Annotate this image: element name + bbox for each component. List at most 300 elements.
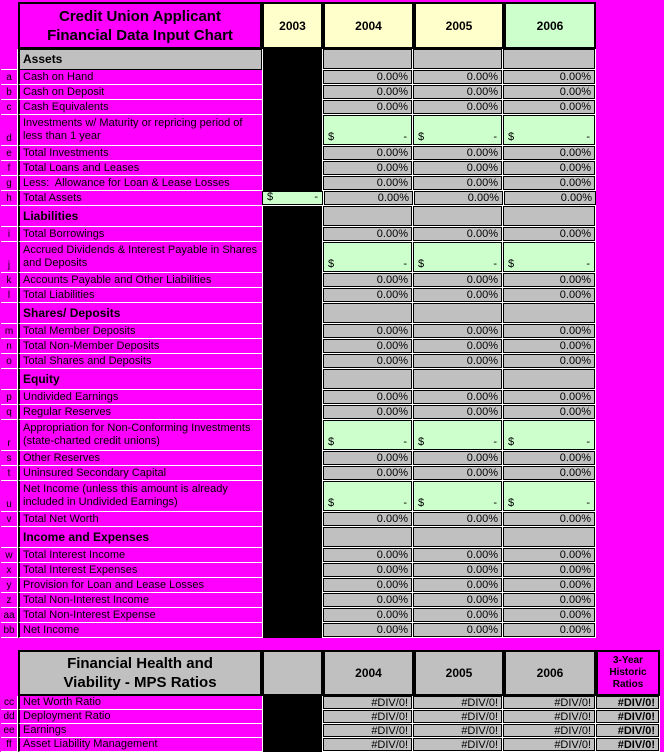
- cell-2005-input[interactable]: [413, 115, 502, 145]
- row-letter: ff: [1, 738, 18, 752]
- table-row: [1, 70, 596, 85]
- cell-2006: 0.00%: [503, 146, 595, 160]
- row-label: Uninsured Secondary Capital: [18, 466, 262, 481]
- dollar-sign: $: [267, 191, 274, 203]
- cell-2003: [262, 369, 323, 390]
- dollar-dash: -: [403, 497, 407, 509]
- dollar-dash: -: [403, 436, 407, 448]
- cell-2005: #DIV/0!: [413, 738, 502, 751]
- dollar-sign: $: [418, 131, 425, 143]
- ratios-header-blank: [262, 650, 323, 696]
- table-row: [1, 405, 596, 420]
- cell-2004: 0.00%: [323, 273, 412, 287]
- cell-2004: #DIV/0!: [323, 710, 412, 723]
- cell-2005: 0.00%: [413, 608, 502, 622]
- cell-2006: 0.00%: [503, 161, 595, 175]
- row-letter: s: [1, 451, 18, 466]
- cell-2005: 0.00%: [413, 70, 502, 84]
- dollar-sign: $: [328, 131, 335, 143]
- cell-2006: #DIV/0!: [503, 738, 595, 751]
- cell-2006-input[interactable]: [503, 481, 595, 511]
- cell-2004: [323, 49, 412, 69]
- cell-2003: [262, 738, 323, 752]
- cell-2005: #DIV/0!: [413, 724, 502, 737]
- cell-2005: 0.00%: [413, 227, 502, 241]
- cell-2006: 0.00%: [503, 354, 595, 368]
- row-label: Appropriation for Non-Conforming Investments (state-charted credit unions): [18, 420, 262, 451]
- cell-2005: 0.00%: [413, 451, 502, 465]
- cell-2006: 0.00%: [503, 405, 595, 419]
- table-row: [1, 451, 596, 466]
- cell-2006: [503, 206, 595, 226]
- dollar-sign: $: [418, 436, 425, 448]
- input-chart-header-row: [1, 2, 596, 49]
- cell-2003: [262, 339, 323, 354]
- cell-2004-input[interactable]: [323, 420, 412, 450]
- row-label: Net Income: [18, 623, 262, 638]
- row-label: Investments w/ Maturity or repricing period of less than 1 year: [18, 115, 262, 146]
- year-header-2003: 2003: [262, 2, 323, 49]
- cell-2003: [262, 303, 323, 324]
- cell-2006: 0.00%: [503, 390, 595, 404]
- row-letter: [1, 206, 18, 227]
- row-label: Regular Reserves: [18, 405, 262, 420]
- cell-2003-input[interactable]: [262, 191, 323, 205]
- row-letter: aa: [1, 608, 18, 623]
- cell-2004: 0.00%: [323, 548, 412, 562]
- cell-2006: 0.00%: [503, 548, 595, 562]
- cell-2006: [503, 303, 595, 323]
- row-letter-column-header: [1, 2, 18, 49]
- cell-2004: 0.00%: [323, 578, 412, 592]
- table-row: [1, 324, 596, 339]
- cell-2004: 0.00%: [323, 466, 412, 480]
- cell-2003: [262, 548, 323, 563]
- cell-3yr-historic: #DIV/0!: [596, 696, 659, 709]
- cell-2004: [323, 206, 412, 226]
- row-label: Earnings: [18, 724, 262, 738]
- dollar-dash: -: [586, 436, 590, 448]
- year-header-2006: 2006: [504, 2, 596, 49]
- table-row: [1, 390, 596, 405]
- cell-2003: [262, 70, 323, 85]
- dollar-dash: -: [403, 258, 407, 270]
- cell-2003: [262, 273, 323, 288]
- table-row: [1, 512, 596, 527]
- dollar-dash: -: [586, 497, 590, 509]
- row-letter: cc: [1, 696, 18, 710]
- table-row: [1, 481, 596, 512]
- cell-2004: 0.00%: [323, 354, 412, 368]
- dollar-sign: $: [418, 497, 425, 509]
- row-letter: h: [1, 191, 18, 206]
- cell-2003: [262, 512, 323, 527]
- row-label: Total Interest Income: [18, 548, 262, 563]
- cell-2006: [503, 49, 595, 69]
- row-label: Less: Allowance for Loan & Lease Losses: [18, 176, 262, 191]
- cell-2003: [262, 146, 323, 161]
- cell-2006: 0.00%: [503, 578, 595, 592]
- cell-2003: [262, 527, 323, 548]
- cell-2004: 0.00%: [323, 288, 412, 302]
- dollar-sign: $: [328, 497, 335, 509]
- cell-2006: 0.00%: [503, 70, 595, 84]
- cell-2003: [262, 354, 323, 369]
- row-label: Net Income (unless this amount is already included in Undivided Earnings): [18, 481, 262, 512]
- cell-2004: 0.00%: [323, 227, 412, 241]
- cell-2005: 0.00%: [413, 273, 502, 287]
- cell-2004: #DIV/0!: [323, 738, 412, 751]
- cell-2003: [262, 161, 323, 176]
- row-label: Cash Equivalents: [18, 100, 262, 115]
- input-chart-table: [1, 2, 596, 638]
- cell-2003: [262, 593, 323, 608]
- section-label: Liabilities: [18, 206, 262, 227]
- cell-2005: 0.00%: [413, 563, 502, 577]
- cell-2006-input[interactable]: [503, 420, 595, 450]
- cell-2003: [262, 563, 323, 578]
- table-row: [1, 146, 596, 161]
- dollar-dash: -: [586, 131, 590, 143]
- cell-2006-input[interactable]: [503, 242, 595, 272]
- cell-2003: [262, 49, 323, 70]
- cell-2004: #DIV/0!: [323, 696, 412, 709]
- table-row: [1, 710, 660, 724]
- table-row: [1, 593, 596, 608]
- row-label: Total Non-Member Deposits: [18, 339, 262, 354]
- cell-2006: 0.00%: [503, 227, 595, 241]
- cell-2003: [262, 420, 323, 451]
- row-letter: o: [1, 354, 18, 369]
- cell-2003: [262, 623, 323, 638]
- ratios-header-2004: 2004: [323, 650, 414, 696]
- cell-2004: 0.00%: [323, 146, 412, 160]
- row-label: Total Non-Interest Expense: [18, 608, 262, 623]
- cell-2005: 0.00%: [413, 100, 502, 114]
- cell-2003: [262, 206, 323, 227]
- cell-2004: 0.00%: [323, 405, 412, 419]
- cell-2003: [262, 481, 323, 512]
- cell-2005-input[interactable]: [413, 481, 502, 511]
- table-row: [1, 100, 596, 115]
- ratios-title-line2: Viability - MPS Ratios: [63, 674, 217, 691]
- input-chart-title: [18, 2, 262, 49]
- cell-2005: 0.00%: [413, 161, 502, 175]
- table-row: [1, 85, 596, 100]
- section-label: Equity: [18, 369, 262, 390]
- cell-2005: 0.00%: [413, 466, 502, 480]
- table-row: [1, 288, 596, 303]
- cell-2005: 0.00%: [413, 578, 502, 592]
- row-letter: z: [1, 593, 18, 608]
- cell-2003: [262, 85, 323, 100]
- table-row: [1, 369, 596, 390]
- cell-2005: 0.00%: [413, 390, 502, 404]
- cell-2006: 0.00%: [503, 593, 595, 607]
- cell-2004: 0.00%: [323, 563, 412, 577]
- cell-2005: [413, 527, 502, 547]
- cell-2004: 0.00%: [323, 85, 412, 99]
- cell-2003: [262, 390, 323, 405]
- ratios-header-2006: 2006: [504, 650, 596, 696]
- row-label: Undivided Earnings: [18, 390, 262, 405]
- row-letter: g: [1, 176, 18, 191]
- dollar-sign: $: [328, 436, 335, 448]
- cell-2005: 0.00%: [413, 85, 502, 99]
- cell-2005: 0.00%: [413, 405, 502, 419]
- cell-2003: [262, 724, 323, 738]
- row-letter: j: [1, 242, 18, 273]
- cell-2003: [262, 710, 323, 724]
- cell-2003: [262, 696, 323, 710]
- ratios-header-3yr-line2: Historic: [609, 667, 647, 678]
- cell-2004: [323, 303, 412, 323]
- table-row: [1, 623, 596, 638]
- cell-2003: [262, 227, 323, 242]
- cell-2006: 0.00%: [503, 563, 595, 577]
- cell-2004: 0.00%: [323, 176, 412, 190]
- cell-2004: 0.00%: [323, 593, 412, 607]
- cell-2003: [262, 451, 323, 466]
- row-letter: r: [1, 420, 18, 451]
- row-letter: k: [1, 273, 18, 288]
- row-letter: [1, 527, 18, 548]
- cell-3yr-historic: #DIV/0!: [596, 738, 659, 751]
- input-chart-rows: [1, 49, 596, 638]
- row-letter: c: [1, 100, 18, 115]
- dollar-dash: -: [586, 258, 590, 270]
- cell-2006: 0.00%: [503, 608, 595, 622]
- row-letter: q: [1, 405, 18, 420]
- row-letter: d: [1, 115, 18, 146]
- dollar-dash: -: [493, 436, 497, 448]
- row-label: Deployment Ratio: [18, 710, 262, 724]
- cell-2003: [262, 176, 323, 191]
- row-label: Total Loans and Leases: [18, 161, 262, 176]
- table-row: [1, 724, 660, 738]
- cell-2005: 0.00%: [413, 324, 502, 338]
- cell-3yr-historic: #DIV/0!: [596, 710, 659, 723]
- table-row: [1, 563, 596, 578]
- row-letter: u: [1, 481, 18, 512]
- row-letter: f: [1, 161, 18, 176]
- cell-2006: 0.00%: [503, 466, 595, 480]
- row-label: Provision for Loan and Lease Losses: [18, 578, 262, 593]
- cell-2005: 0.00%: [413, 623, 502, 637]
- cell-2005: 0.00%: [413, 146, 502, 160]
- table-row: [1, 303, 596, 324]
- cell-2004: 0.00%: [323, 161, 412, 175]
- row-label: Accounts Payable and Other Liabilities: [18, 273, 262, 288]
- cell-2006: 0.00%: [503, 176, 595, 190]
- table-row: [1, 527, 596, 548]
- cell-2004: 0.00%: [323, 623, 412, 637]
- ratios-header-3yr: [596, 650, 660, 696]
- table-row: [1, 115, 596, 146]
- cell-2006: 0.00%: [504, 191, 596, 205]
- cell-2004: [323, 527, 412, 547]
- row-letter: [1, 369, 18, 390]
- cell-2004: 0.00%: [323, 390, 412, 404]
- cell-2003: [262, 115, 323, 146]
- dollar-dash: -: [314, 191, 318, 203]
- cell-2003: [262, 242, 323, 273]
- cell-2004: 0.00%: [323, 451, 412, 465]
- cell-2005: 0.00%: [413, 548, 502, 562]
- dollar-sign: $: [508, 436, 515, 448]
- row-label: Total Shares and Deposits: [18, 354, 262, 369]
- table-row: [1, 206, 596, 227]
- dollar-dash: -: [403, 131, 407, 143]
- row-letter: a: [1, 70, 18, 85]
- dollar-sign: $: [508, 258, 515, 270]
- row-letter: v: [1, 512, 18, 527]
- row-letter: y: [1, 578, 18, 593]
- row-letter: n: [1, 339, 18, 354]
- row-label: Total Liabilities: [18, 288, 262, 303]
- cell-2005: #DIV/0!: [413, 696, 502, 709]
- cell-2003: [262, 466, 323, 481]
- cell-2004: [323, 369, 412, 389]
- cell-2005: 0.00%: [413, 288, 502, 302]
- table-row: [1, 273, 596, 288]
- cell-2006: 0.00%: [503, 288, 595, 302]
- cell-2004-input[interactable]: [323, 115, 412, 145]
- row-label: Total Investments: [18, 146, 262, 161]
- ratios-table: [1, 650, 660, 752]
- table-row: [1, 578, 596, 593]
- dollar-sign: $: [328, 258, 335, 270]
- dollar-dash: -: [493, 131, 497, 143]
- row-letter: p: [1, 390, 18, 405]
- row-label: Cash on Deposit: [18, 85, 262, 100]
- cell-2005-input[interactable]: [413, 420, 502, 450]
- cell-2004-input[interactable]: [323, 481, 412, 511]
- cell-2005-input[interactable]: [413, 242, 502, 272]
- row-letter: bb: [1, 623, 18, 638]
- row-label: Asset Liability Management: [18, 738, 262, 752]
- cell-2003: [262, 324, 323, 339]
- cell-2005: 0.00%: [413, 354, 502, 368]
- cell-2005: [413, 303, 502, 323]
- cell-2004: #DIV/0!: [323, 724, 412, 737]
- cell-2006-input[interactable]: [503, 115, 595, 145]
- cell-2004-input[interactable]: [323, 242, 412, 272]
- input-chart-title-line1: Credit Union Applicant: [59, 7, 221, 25]
- table-row: [1, 420, 596, 451]
- cell-2006: 0.00%: [503, 100, 595, 114]
- year-header-2005: 2005: [414, 2, 504, 49]
- row-label: Total Interest Expenses: [18, 563, 262, 578]
- cell-2005: #DIV/0!: [413, 710, 502, 723]
- ratios-header-3yr-line3: Ratios: [612, 679, 644, 690]
- cell-2005: [413, 369, 502, 389]
- row-label: Total Member Deposits: [18, 324, 262, 339]
- table-row: [1, 608, 596, 623]
- year-header-2004: 2004: [323, 2, 414, 49]
- ratios-title: [18, 650, 262, 696]
- row-label: Total Net Worth: [18, 512, 262, 527]
- cell-2006: 0.00%: [503, 451, 595, 465]
- table-row: [1, 738, 660, 752]
- dollar-sign: $: [418, 258, 425, 270]
- row-letter: [1, 49, 18, 70]
- row-letter: w: [1, 548, 18, 563]
- input-chart-title-line2: Financial Data Input Chart: [47, 26, 233, 44]
- row-letter: i: [1, 227, 18, 242]
- ratios-header-2005: 2005: [414, 650, 504, 696]
- cell-2003: [262, 288, 323, 303]
- row-letter-column-header: [1, 650, 18, 696]
- cell-2006: 0.00%: [503, 623, 595, 637]
- cell-2006: [503, 527, 595, 547]
- ratios-title-line1: Financial Health and: [67, 655, 213, 672]
- table-row: [1, 466, 596, 481]
- cell-2004: 0.00%: [323, 608, 412, 622]
- cell-2004: 0.00%: [324, 191, 413, 205]
- row-label: Cash on Hand: [18, 70, 262, 85]
- ratios-rows: [1, 696, 660, 752]
- table-row: [1, 191, 596, 206]
- cell-2005: 0.00%: [413, 512, 502, 526]
- table-row: [1, 227, 596, 242]
- row-label: Other Reserves: [18, 451, 262, 466]
- table-row: [1, 339, 596, 354]
- cell-2006: [503, 369, 595, 389]
- cell-2006: 0.00%: [503, 273, 595, 287]
- row-letter: x: [1, 563, 18, 578]
- cell-2005: 0.00%: [413, 339, 502, 353]
- cell-2006: 0.00%: [503, 324, 595, 338]
- cell-2004: 0.00%: [323, 339, 412, 353]
- row-letter: ee: [1, 724, 18, 738]
- cell-2004: 0.00%: [323, 70, 412, 84]
- cell-2006: 0.00%: [503, 339, 595, 353]
- table-row: [1, 161, 596, 176]
- table-row: [1, 176, 596, 191]
- cell-2006: #DIV/0!: [503, 724, 595, 737]
- dollar-dash: -: [493, 497, 497, 509]
- cell-2006: #DIV/0!: [503, 710, 595, 723]
- cell-2004: 0.00%: [323, 512, 412, 526]
- row-letter: dd: [1, 710, 18, 724]
- ratios-header-row: [1, 650, 660, 696]
- cell-2005: 0.00%: [413, 593, 502, 607]
- dollar-sign: $: [508, 497, 515, 509]
- cell-2003: [262, 608, 323, 623]
- cell-3yr-historic: #DIV/0!: [596, 724, 659, 737]
- section-label: Income and Expenses: [18, 527, 262, 548]
- section-label: Shares/ Deposits: [18, 303, 262, 324]
- table-row: [1, 242, 596, 273]
- table-row: [1, 548, 596, 563]
- cell-2005: [413, 206, 502, 226]
- table-row: [1, 354, 596, 369]
- row-label: Total Borrowings: [18, 227, 262, 242]
- cell-2005: [413, 49, 502, 69]
- cell-2006: 0.00%: [503, 512, 595, 526]
- dollar-sign: $: [508, 131, 515, 143]
- row-label: Accrued Dividends & Interest Payable in Shares and Deposits: [18, 242, 262, 273]
- cell-2005: 0.00%: [414, 191, 503, 205]
- cell-2003: [262, 578, 323, 593]
- cell-2006: #DIV/0!: [503, 696, 595, 709]
- row-letter: l: [1, 288, 18, 303]
- cell-2003: [262, 100, 323, 115]
- row-label: Net Worth Ratio: [18, 696, 262, 710]
- row-label: Total Non-Interest Income: [18, 593, 262, 608]
- cell-2004: 0.00%: [323, 100, 412, 114]
